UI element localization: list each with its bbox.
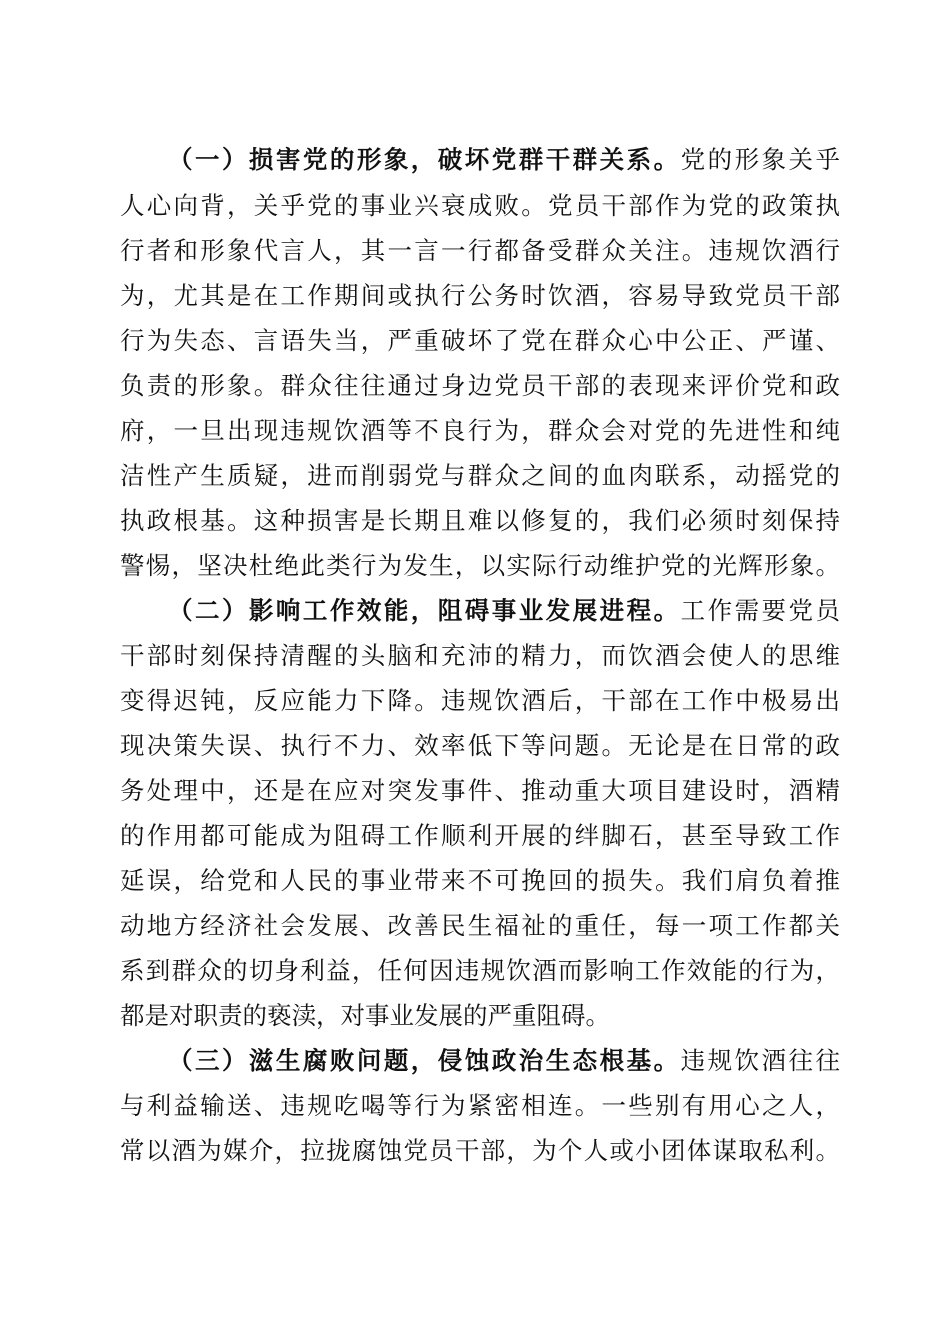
section-3-heading: （三）滋生腐败问题，侵蚀政治生态根基。 <box>168 1046 681 1075</box>
paragraph-2-line-9: 系到群众的切身利益，任何因违规饮酒而影响工作效能的行为， <box>120 956 840 985</box>
paragraph-1-text: 党的形象关乎 <box>680 145 841 174</box>
paragraph-1-line-6: 负责的形象。群众往往通过身边党员干部的表现来评价党和政 <box>120 371 840 400</box>
section-1-heading: （一）损害党的形象，破坏党群干群关系。 <box>168 145 681 174</box>
section-2-heading: （二）影响工作效能，阻碍事业发展进程。 <box>168 596 681 625</box>
paragraph-2-line-8: 动地方经济社会发展、改善民生福祉的重任，每一项工作都关 <box>120 911 840 940</box>
paragraph-2-line-5: 务处理中，还是在应对突发事件、推动重大项目建设时，酒精 <box>120 776 840 805</box>
paragraph-2-line-1 <box>168 596 840 626</box>
paragraph-3-line-1 <box>168 1046 840 1076</box>
paragraph-1-line-2: 人心向背，关乎党的事业兴衰成败。党员干部作为党的政策执 <box>120 191 840 220</box>
paragraph-2-line-4: 现决策失误、执行不力、效率低下等问题。无论是在日常的政 <box>120 731 840 760</box>
paragraph-1-line-1 <box>168 145 840 175</box>
paragraph-1-line-9: 执政根基。这种损害是长期且难以修复的，我们必须时刻保持 <box>120 506 840 535</box>
paragraph-1-line-3: 行者和形象代言人，其一言一行都备受群众关注。违规饮酒行 <box>120 236 840 265</box>
paragraph-1-line-8: 洁性产生质疑，进而削弱党与群众之间的血肉联系，动摇党的 <box>120 461 840 490</box>
paragraph-1-line-4: 为，尤其是在工作期间或执行公务时饮酒，容易导致党员干部 <box>120 281 840 310</box>
paragraph-1-line-7: 府，一旦出现违规饮酒等不良行为，群众会对党的先进性和纯 <box>120 416 840 445</box>
paragraph-3-line-3: 常以酒为媒介，拉拢腐蚀党员干部，为个人或小团体谋取私利。 <box>120 1136 840 1165</box>
paragraph-3-text: 违规饮酒往往 <box>680 1046 841 1075</box>
paragraph-2-line-7: 延误，给党和人民的事业带来不可挽回的损失。我们肩负着推 <box>120 866 840 895</box>
paragraph-2-line-3: 变得迟钝，反应能力下降。违规饮酒后，干部在工作中极易出 <box>120 686 840 715</box>
paragraph-2-line-6: 的作用都可能成为阻碍工作顺利开展的绊脚石，甚至导致工作 <box>120 821 840 850</box>
paragraph-3-line-2: 与利益输送、违规吃喝等行为紧密相连。一些别有用心之人， <box>120 1091 840 1120</box>
paragraph-2-text: 工作需要党员 <box>680 596 841 625</box>
paragraph-1-line-10: 警惕，坚决杜绝此类行为发生，以实际行动维护党的光辉形象。 <box>120 551 840 580</box>
paragraph-1-line-5: 行为失态、言语失当，严重破坏了党在群众心中公正、严谨、 <box>120 326 840 355</box>
paragraph-2-line-2: 干部时刻保持清醒的头脑和充沛的精力，而饮酒会使人的思维 <box>120 641 840 670</box>
paragraph-2-line-10: 都是对职责的亵渎，对事业发展的严重阻碍。 <box>120 1001 610 1030</box>
